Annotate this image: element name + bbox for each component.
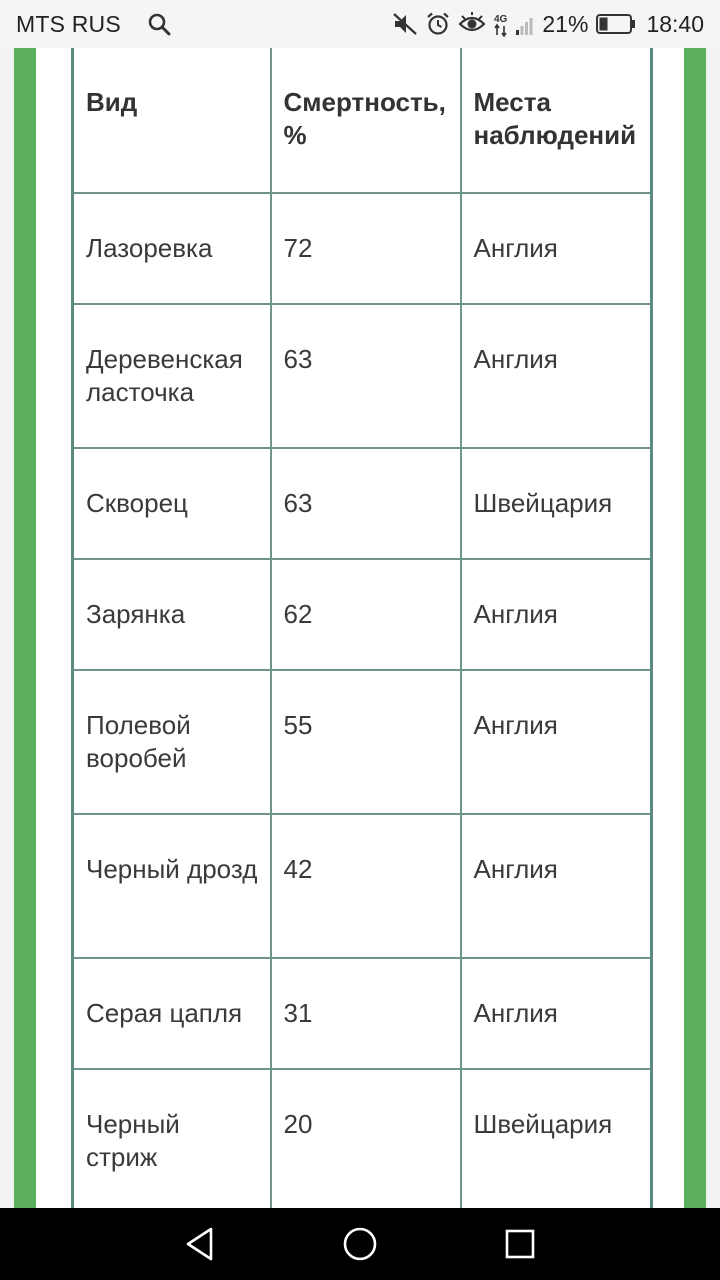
svg-text:4G: 4G: [494, 14, 508, 25]
table-row: [73, 814, 652, 958]
cell-location: Англия: [461, 193, 652, 304]
cell-mortality: 20: [271, 1069, 461, 1219]
cell-location: Англия: [461, 814, 652, 958]
cell-mortality: 62: [271, 559, 461, 670]
cell-species: Серая цапля: [73, 958, 271, 1069]
mute-icon: [392, 12, 418, 36]
table-header-row: [73, 48, 652, 193]
cell-location: Англия: [461, 958, 652, 1069]
cell-species: Зарянка: [73, 559, 271, 670]
right-accent-bar: [684, 48, 706, 1208]
cell-location: Англия: [461, 670, 652, 814]
status-right: [384, 0, 704, 48]
clock-time: 18:40: [646, 10, 704, 37]
left-accent-bar: [14, 48, 36, 1208]
cell-mortality: 42: [271, 814, 461, 958]
network-4g-icon: [494, 11, 508, 37]
table-row: [73, 448, 652, 559]
cell-species: Черный дрозд: [73, 814, 271, 958]
header-location: Места наблюдений: [461, 48, 652, 193]
cell-location: Англия: [461, 559, 652, 670]
cell-mortality: 55: [271, 670, 461, 814]
table-row: [73, 304, 652, 448]
search-icon[interactable]: [147, 12, 171, 36]
status-left: [16, 0, 171, 48]
battery-icon: [596, 13, 636, 35]
table-row: [73, 559, 652, 670]
bird-mortality-table: [71, 48, 653, 1220]
cell-species: Черный стриж: [73, 1069, 271, 1219]
signal-icon: [516, 12, 536, 36]
status-bar: [0, 0, 720, 48]
cell-mortality: 63: [271, 304, 461, 448]
cell-location: Швейцария: [461, 1069, 652, 1219]
cell-location: Швейцария: [461, 448, 652, 559]
table-row: [73, 1069, 652, 1219]
cell-mortality: 31: [271, 958, 461, 1069]
cell-mortality: 72: [271, 193, 461, 304]
home-icon[interactable]: [340, 1226, 380, 1262]
back-icon[interactable]: [180, 1226, 220, 1262]
table-row: [73, 193, 652, 304]
header-mortality: Смертность, %: [271, 48, 461, 193]
cell-location: Англия: [461, 304, 652, 448]
navigation-bar: [0, 1208, 720, 1280]
table-row: [73, 958, 652, 1069]
cell-species: Скворец: [73, 448, 271, 559]
header-species: Вид: [73, 48, 271, 193]
cell-species: Деревенская ласточка: [73, 304, 271, 448]
table-row: [73, 670, 652, 814]
alarm-icon: [426, 12, 450, 36]
cell-mortality: 63: [271, 448, 461, 559]
carrier-name: MTS RUS: [16, 10, 121, 37]
cell-species: Лазоревка: [73, 193, 271, 304]
cell-species: Полевой воробей: [73, 670, 271, 814]
battery-percent: 21%: [542, 10, 589, 37]
eye-comfort-icon: [458, 12, 486, 36]
recent-apps-icon[interactable]: [500, 1226, 540, 1262]
